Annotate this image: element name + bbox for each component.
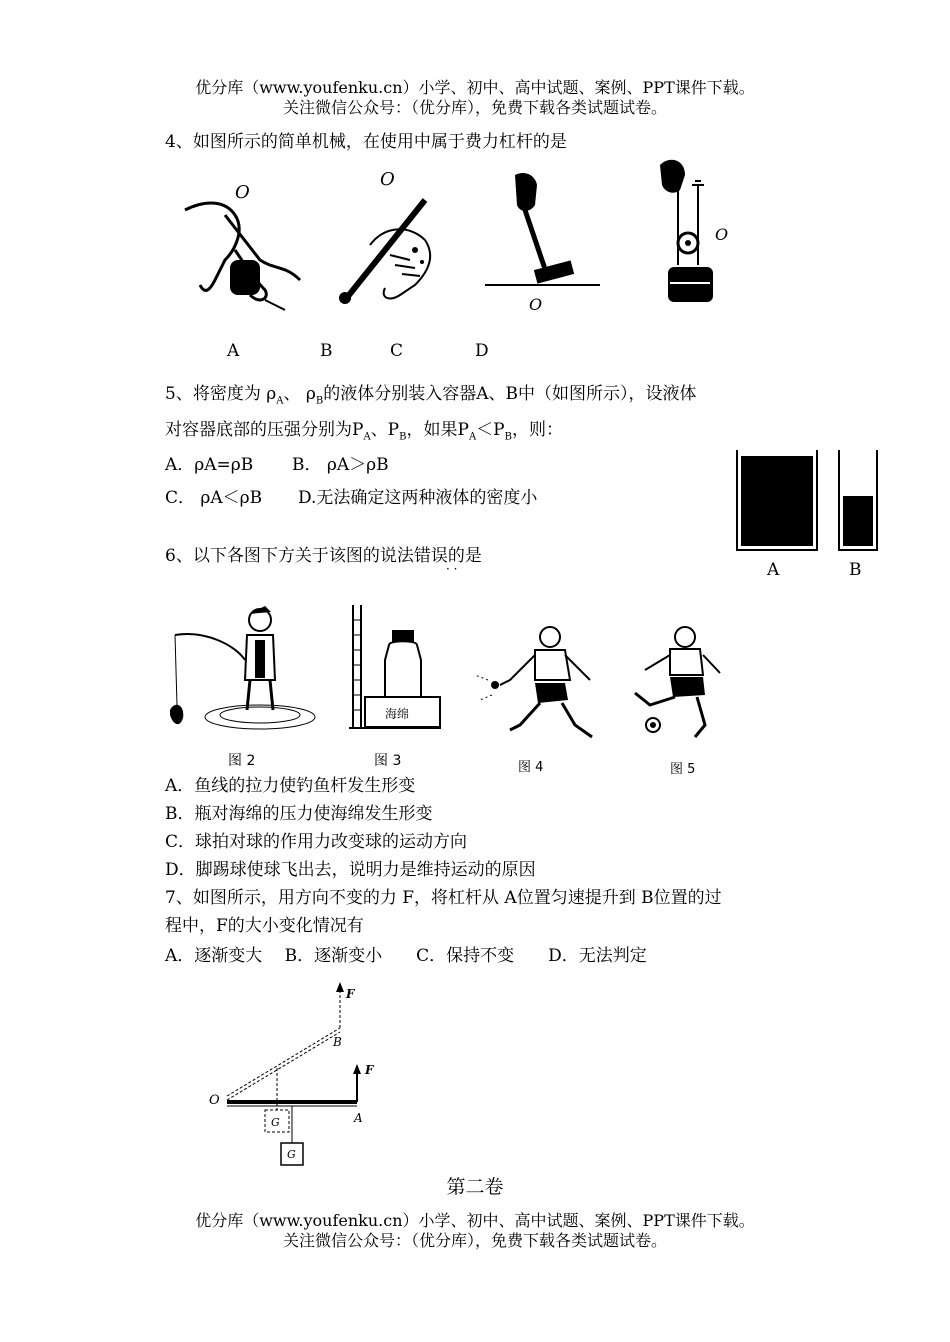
q7-weight-label: G — [287, 1148, 296, 1161]
q5-containers — [735, 448, 885, 558]
q4-pivot-b: O — [380, 169, 395, 190]
q6-fig3-label: 图 3 — [374, 753, 402, 769]
q6-fig3-sponge — [345, 600, 445, 735]
q7-pivot-o: O — [209, 1093, 220, 1108]
q5-line-2: 对容器底部的压强分别为$P_A$、$P_B$，如果$P_A<P_B$，则： — [165, 420, 563, 443]
q5-line-1: 5、将密度为 $\rho_A$、 $\rho_B$的液体分别装入容器A、B中（如图所示），设液体 — [165, 384, 697, 407]
q7-force-label-a: F — [365, 1063, 374, 1077]
q7-force-label-b: F — [346, 987, 355, 1001]
q4-pivot-c: O — [529, 295, 543, 314]
q6-fig2-label: 图 2 — [228, 753, 256, 769]
q4-figure-d — [640, 155, 750, 315]
q6-fig5-soccer — [625, 625, 735, 745]
footer-line-1: 优分库（www.youfenku.cn）小学、初中、高中试题、案例、PPT课件下载。 — [195, 1211, 755, 1230]
q6-option-b: B．瓶对海绵的压力使海绵发生形变 — [165, 804, 433, 824]
q6-fig5-label: 图 5 — [670, 762, 696, 777]
q4-label-c: C — [390, 341, 404, 361]
q4-pivot-d: O — [715, 225, 729, 244]
q7-line-2: 程中，F的大小变化情况有 — [165, 916, 364, 936]
q7-weight-label-dashed: G — [271, 1116, 280, 1129]
q5-container-label-b: B — [849, 560, 862, 580]
q6-fig4-tennis — [480, 625, 610, 745]
header-line-2: 关注微信公众号：（优分库），免费下载各类试题试卷。 — [282, 98, 667, 117]
q5-option-d: D.无法确定这两种液体的密度小 — [298, 488, 538, 508]
q6-option-c: C．球拍对球的作用力改变球的运动方向 — [165, 832, 468, 852]
q5-liquid-b — [843, 496, 873, 546]
q6-fig2-fishing — [165, 600, 315, 745]
q7-point-b: B — [333, 1035, 342, 1049]
q4-figure-c — [485, 165, 605, 315]
q6-emphasis-dots: · · — [446, 562, 458, 576]
q6-fig4-label: 图 4 — [518, 760, 544, 775]
q4-label-a: A — [227, 341, 240, 361]
q6-stem: 6、以下各图下方关于该图的说法错误的是 — [165, 546, 482, 566]
q6-option-d: D．脚踢球使球飞出去，说明力是维持运动的原因 — [165, 860, 536, 880]
footer-line-2: 关注微信公众号：（优分库），免费下载各类试题试卷。 — [282, 1231, 667, 1250]
header-line-1: 优分库（www.youfenku.cn）小学、初中、高中试题、案例、PPT课件下载。 — [195, 78, 755, 97]
q5-container-label-a: A — [767, 560, 780, 580]
q7-lever-figure — [205, 980, 405, 1170]
q4-stem: 4、如图所示的简单机械，在使用中属于费力杠杆的是 — [165, 132, 567, 152]
q6-sponge-label: 海绵 — [385, 707, 410, 721]
q7-options: A．逐渐变大 B．逐渐变小 C．保持不变 D．无法判定 — [165, 946, 647, 966]
q4-figure-b — [330, 170, 460, 320]
q4-pivot-a: O — [235, 182, 250, 203]
q6-option-a: A．鱼线的拉力使钓鱼杆发生形变 — [165, 776, 416, 796]
q4-figure-a — [165, 170, 315, 320]
q5-option-c: C． ρA＜ρB — [165, 488, 263, 508]
q4-label-d: D — [475, 341, 489, 361]
q7-line-1: 7、如图所示，用方向不变的力 F，将杠杆从 A位置匀速提升到 B位置的过 — [165, 888, 722, 908]
q5-option-b: B． ρA＞ρB — [292, 455, 389, 475]
q4-label-b: B — [320, 341, 333, 361]
q7-point-a: A — [354, 1111, 363, 1125]
q5-liquid-a — [741, 456, 813, 546]
section-title: 第二卷 — [446, 1176, 504, 1198]
q5-option-a: A．ρA=ρB — [165, 455, 254, 475]
